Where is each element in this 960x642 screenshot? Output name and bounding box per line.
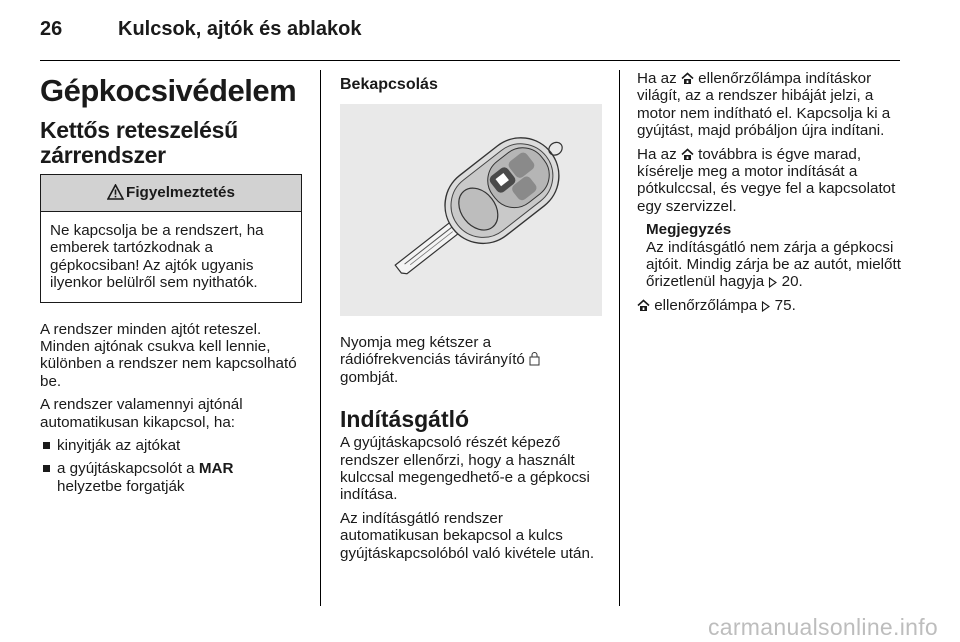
paragraph: Ha az továbbra is égve marad, kísérelje meg a motor indítását a pótkulccsal, és vegye fel a kapcsolatot egy szervizzel. bbox=[637, 145, 896, 215]
list-item: a gyújtáskapcsolót a MAR helyzetbe forgatják bbox=[40, 460, 302, 495]
warning-text: Ne kapcsolja be a rendszert, ha emberek tartózkodnak a gépkocsiban! Az ajtók ugyanis ilyenkor belülről sem nyithatók. bbox=[50, 222, 264, 292]
page-reference[interactable]: 20. bbox=[781, 273, 803, 291]
note-title: Megjegyzés bbox=[646, 221, 732, 239]
paragraph: ellenőrzőlámpa 75. bbox=[637, 297, 905, 314]
page-reference-arrow-icon bbox=[761, 301, 770, 312]
list-item: kinyitják az ajtókat bbox=[40, 437, 302, 454]
note-box bbox=[637, 221, 905, 291]
chapter-title: Kulcsok, ajtók és ablakok bbox=[118, 18, 362, 40]
mar-position-label: MAR bbox=[198, 460, 234, 478]
immobilizer-lamp-icon bbox=[681, 72, 694, 85]
immobilizer-lamp-icon bbox=[637, 299, 650, 312]
subsection-heading: Kettős reteszelésű zárrendszer bbox=[40, 117, 238, 168]
column-divider-2 bbox=[619, 70, 620, 606]
column-3 bbox=[637, 70, 905, 320]
page-reference[interactable]: 75. bbox=[774, 296, 796, 314]
key-fob-illustration bbox=[340, 104, 602, 316]
paragraph: Az indításgátló rendszer automatikusan bekapcsol a kulcs gyújtáskapcsolóból való kivétele után. bbox=[340, 509, 595, 562]
column-divider-1 bbox=[320, 70, 321, 606]
warning-title: Figyelmeztetés bbox=[126, 184, 235, 201]
bullet-list bbox=[40, 437, 302, 495]
warning-header bbox=[41, 175, 301, 212]
section-heading: Gépkocsivédelem bbox=[40, 73, 297, 108]
immobilizer-lamp-icon bbox=[681, 148, 694, 161]
header-rule bbox=[40, 60, 900, 61]
subsection-heading: Bekapcsolás bbox=[340, 76, 438, 93]
page-reference-arrow-icon bbox=[768, 277, 777, 288]
paragraph: Nyomja meg kétszer a rádiófrekvenciás távirányító gombját. bbox=[340, 334, 602, 386]
paragraph: A rendszer minden ajtót reteszel. Minden ajtónak csukva kell lennie, különben a rendszer nem kapcsolható be. bbox=[40, 320, 297, 390]
column-1 bbox=[40, 70, 302, 501]
key-fob-icon bbox=[340, 104, 602, 316]
paragraph: A gyújtáskapcsoló részét képező rendszer ellenőrzi, hogy a használt kulccsal megengedhető-e a gépkocsi indítása. bbox=[340, 434, 590, 504]
watermark: carmanualsonline.info bbox=[707, 614, 938, 640]
warning-box bbox=[40, 174, 302, 303]
paragraph: Ha az ellenőrzőlámpa indításkor világít, az a rendszer hibáját jelzi, a motor nem indítható el. Kapcsolja ki a gyújtást, majd próbáljon újra indítani. bbox=[637, 70, 891, 140]
note-text: Az indításgátló nem zárja a gépkocsi ajtóit. Mindig zárja be az autót, mielőtt őrizetlenül hagyja 20. bbox=[646, 238, 901, 291]
lock-button-icon bbox=[529, 351, 540, 366]
warning-triangle-icon bbox=[107, 184, 124, 200]
column-2 bbox=[340, 70, 602, 568]
section-heading: Indításgátló bbox=[340, 406, 470, 433]
page-number: 26 bbox=[40, 18, 63, 40]
paragraph: A rendszer valamennyi ajtónál automatikusan kikapcsol, ha: bbox=[40, 396, 243, 431]
